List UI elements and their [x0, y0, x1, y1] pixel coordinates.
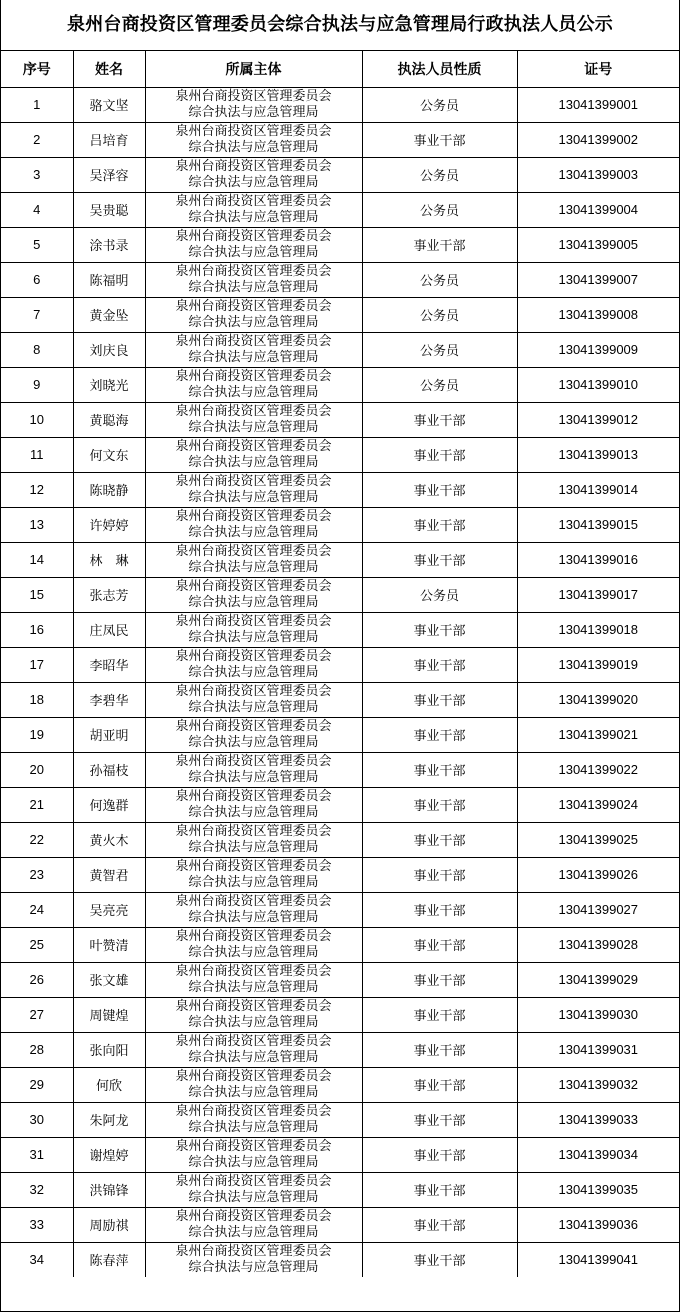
entity-line-1: 泉州台商投资区管理委员会 — [175, 788, 332, 804]
entity-line-1: 泉州台商投资区管理委员会 — [175, 403, 332, 419]
cell-name: 陈福明 — [73, 262, 145, 297]
entity-line-1: 泉州台商投资区管理委员会 — [175, 1208, 332, 1224]
table-row — [1, 962, 679, 997]
cell-seq: 9 — [1, 367, 73, 402]
cell-idno: 13041399005 — [517, 227, 679, 262]
cell-seq: 11 — [1, 437, 73, 472]
cell-entity — [145, 332, 362, 367]
entity-line-2: 综合执法与应急管理局 — [188, 524, 319, 540]
cell-seq: 15 — [1, 577, 73, 612]
cell-name: 陈春萍 — [73, 1242, 145, 1277]
cell-nature: 事业干部 — [362, 857, 517, 892]
cell-seq: 1 — [1, 87, 73, 122]
entity-line-2: 综合执法与应急管理局 — [188, 1224, 319, 1240]
table-row — [1, 787, 679, 822]
cell-entity — [145, 122, 362, 157]
cell-entity — [145, 1242, 362, 1277]
entity-line-1: 泉州台商投资区管理委员会 — [175, 123, 332, 139]
cell-nature: 事业干部 — [362, 1137, 517, 1172]
cell-name: 李昭华 — [73, 647, 145, 682]
cell-seq: 5 — [1, 227, 73, 262]
table-row — [1, 367, 679, 402]
entity-line-2: 综合执法与应急管理局 — [188, 594, 319, 610]
cell-idno: 13041399029 — [517, 962, 679, 997]
cell-idno: 13041399016 — [517, 542, 679, 577]
entity-line-2: 综合执法与应急管理局 — [188, 769, 319, 785]
entity-line-1: 泉州台商投资区管理委员会 — [175, 893, 332, 909]
cell-name: 林 琳 — [73, 542, 145, 577]
entity-line-2: 综合执法与应急管理局 — [188, 279, 319, 295]
table-row — [1, 87, 679, 122]
entity-line-2: 综合执法与应急管理局 — [188, 209, 319, 225]
cell-name: 何欣 — [73, 1067, 145, 1102]
cell-entity — [145, 472, 362, 507]
entity-line-2: 综合执法与应急管理局 — [188, 664, 319, 680]
entity-line-1: 泉州台商投资区管理委员会 — [175, 1138, 332, 1154]
entity-line-2: 综合执法与应急管理局 — [188, 979, 319, 995]
cell-nature: 事业干部 — [362, 122, 517, 157]
cell-nature: 事业干部 — [362, 1102, 517, 1137]
cell-nature: 事业干部 — [362, 472, 517, 507]
cell-entity — [145, 1067, 362, 1102]
cell-seq: 19 — [1, 717, 73, 752]
cell-nature: 事业干部 — [362, 647, 517, 682]
header-idno: 证号 — [517, 51, 679, 87]
cell-idno: 13041399033 — [517, 1102, 679, 1137]
cell-entity — [145, 1137, 362, 1172]
personnel-table — [1, 51, 679, 1277]
cell-idno: 13041399034 — [517, 1137, 679, 1172]
cell-nature: 公务员 — [362, 577, 517, 612]
entity-line-1: 泉州台商投资区管理委员会 — [175, 1173, 332, 1189]
entity-line-2: 综合执法与应急管理局 — [188, 1259, 319, 1275]
cell-idno: 13041399035 — [517, 1172, 679, 1207]
cell-seq: 28 — [1, 1032, 73, 1067]
cell-seq: 18 — [1, 682, 73, 717]
cell-name: 陈晓静 — [73, 472, 145, 507]
cell-name: 吴贵聪 — [73, 192, 145, 227]
table-row — [1, 927, 679, 962]
cell-name: 庄凤民 — [73, 612, 145, 647]
cell-seq: 27 — [1, 997, 73, 1032]
entity-line-2: 综合执法与应急管理局 — [188, 1084, 319, 1100]
cell-name: 刘晓光 — [73, 367, 145, 402]
cell-nature: 事业干部 — [362, 717, 517, 752]
cell-entity — [145, 542, 362, 577]
cell-idno: 13041399028 — [517, 927, 679, 962]
table-body — [1, 87, 679, 1277]
cell-seq: 21 — [1, 787, 73, 822]
entity-line-1: 泉州台商投资区管理委员会 — [175, 158, 332, 174]
entity-line-1: 泉州台商投资区管理委员会 — [175, 1103, 332, 1119]
entity-line-2: 综合执法与应急管理局 — [188, 1119, 319, 1135]
table-row — [1, 227, 679, 262]
cell-nature: 公务员 — [362, 297, 517, 332]
cell-idno: 13041399032 — [517, 1067, 679, 1102]
entity-line-2: 综合执法与应急管理局 — [188, 314, 319, 330]
cell-name: 叶赞清 — [73, 927, 145, 962]
cell-seq: 13 — [1, 507, 73, 542]
entity-line-1: 泉州台商投资区管理委员会 — [175, 88, 332, 104]
table-row — [1, 542, 679, 577]
table-row — [1, 122, 679, 157]
cell-name: 黄智君 — [73, 857, 145, 892]
table-row — [1, 892, 679, 927]
cell-nature: 事业干部 — [362, 1242, 517, 1277]
cell-entity — [145, 1032, 362, 1067]
cell-entity — [145, 87, 362, 122]
entity-line-1: 泉州台商投资区管理委员会 — [175, 928, 332, 944]
cell-name: 吕培育 — [73, 122, 145, 157]
cell-name: 吴泽容 — [73, 157, 145, 192]
cell-seq: 24 — [1, 892, 73, 927]
cell-idno: 13041399026 — [517, 857, 679, 892]
table-row — [1, 1067, 679, 1102]
entity-line-2: 综合执法与应急管理局 — [188, 804, 319, 820]
entity-line-2: 综合执法与应急管理局 — [188, 909, 319, 925]
table-row — [1, 1032, 679, 1067]
cell-seq: 3 — [1, 157, 73, 192]
entity-line-2: 综合执法与应急管理局 — [188, 454, 319, 470]
cell-seq: 31 — [1, 1137, 73, 1172]
table-row — [1, 262, 679, 297]
cell-seq: 33 — [1, 1207, 73, 1242]
cell-seq: 6 — [1, 262, 73, 297]
cell-entity — [145, 787, 362, 822]
table-row — [1, 577, 679, 612]
cell-nature: 事业干部 — [362, 507, 517, 542]
cell-idno: 13041399010 — [517, 367, 679, 402]
cell-entity — [145, 402, 362, 437]
cell-name: 涂书录 — [73, 227, 145, 262]
cell-name: 周键煌 — [73, 997, 145, 1032]
table-row — [1, 1102, 679, 1137]
cell-nature: 事业干部 — [362, 962, 517, 997]
cell-nature: 公务员 — [362, 192, 517, 227]
cell-idno: 13041399022 — [517, 752, 679, 787]
entity-line-2: 综合执法与应急管理局 — [188, 629, 319, 645]
table-row — [1, 752, 679, 787]
entity-line-1: 泉州台商投资区管理委员会 — [175, 543, 332, 559]
cell-entity — [145, 262, 362, 297]
table-header-row — [1, 51, 679, 87]
cell-seq: 14 — [1, 542, 73, 577]
cell-name: 何逸群 — [73, 787, 145, 822]
entity-line-2: 综合执法与应急管理局 — [188, 1049, 319, 1065]
entity-line-1: 泉州台商投资区管理委员会 — [175, 1068, 332, 1084]
cell-seq: 25 — [1, 927, 73, 962]
cell-name: 黄聪海 — [73, 402, 145, 437]
cell-idno: 13041399017 — [517, 577, 679, 612]
entity-line-2: 综合执法与应急管理局 — [188, 874, 319, 890]
cell-name: 刘庆良 — [73, 332, 145, 367]
cell-nature: 事业干部 — [362, 997, 517, 1032]
cell-seq: 30 — [1, 1102, 73, 1137]
cell-entity — [145, 962, 362, 997]
cell-idno: 13041399007 — [517, 262, 679, 297]
cell-nature: 事业干部 — [362, 787, 517, 822]
table-row — [1, 997, 679, 1032]
cell-seq: 26 — [1, 962, 73, 997]
cell-entity — [145, 1102, 362, 1137]
cell-idno: 13041399013 — [517, 437, 679, 472]
cell-entity — [145, 437, 362, 472]
cell-name: 谢煌婷 — [73, 1137, 145, 1172]
entity-line-1: 泉州台商投资区管理委员会 — [175, 578, 332, 594]
entity-line-2: 综合执法与应急管理局 — [188, 244, 319, 260]
table-row — [1, 507, 679, 542]
table-row — [1, 1242, 679, 1277]
cell-nature: 公务员 — [362, 87, 517, 122]
cell-idno: 13041399001 — [517, 87, 679, 122]
entity-line-2: 综合执法与应急管理局 — [188, 699, 319, 715]
cell-entity — [145, 157, 362, 192]
entity-line-1: 泉州台商投资区管理委员会 — [175, 1033, 332, 1049]
cell-nature: 事业干部 — [362, 1032, 517, 1067]
table-row — [1, 192, 679, 227]
cell-nature: 事业干部 — [362, 822, 517, 857]
cell-entity — [145, 682, 362, 717]
cell-name: 何文东 — [73, 437, 145, 472]
cell-seq: 4 — [1, 192, 73, 227]
cell-idno: 13041399025 — [517, 822, 679, 857]
cell-seq: 20 — [1, 752, 73, 787]
cell-name: 黄金坠 — [73, 297, 145, 332]
cell-nature: 公务员 — [362, 157, 517, 192]
entity-line-2: 综合执法与应急管理局 — [188, 1189, 319, 1205]
cell-nature: 事业干部 — [362, 402, 517, 437]
header-seq: 序号 — [1, 51, 73, 87]
cell-nature: 事业干部 — [362, 437, 517, 472]
cell-idno: 13041399002 — [517, 122, 679, 157]
cell-idno: 13041399020 — [517, 682, 679, 717]
table-row — [1, 297, 679, 332]
entity-line-2: 综合执法与应急管理局 — [188, 104, 319, 120]
cell-idno: 13041399015 — [517, 507, 679, 542]
cell-idno: 13041399031 — [517, 1032, 679, 1067]
cell-entity — [145, 1207, 362, 1242]
cell-name: 朱阿龙 — [73, 1102, 145, 1137]
entity-line-2: 综合执法与应急管理局 — [188, 559, 319, 575]
entity-line-1: 泉州台商投资区管理委员会 — [175, 1243, 332, 1259]
cell-nature: 事业干部 — [362, 752, 517, 787]
cell-nature: 事业干部 — [362, 892, 517, 927]
cell-nature: 事业干部 — [362, 542, 517, 577]
cell-seq: 22 — [1, 822, 73, 857]
cell-nature: 事业干部 — [362, 227, 517, 262]
entity-line-2: 综合执法与应急管理局 — [188, 384, 319, 400]
table-row — [1, 402, 679, 437]
cell-name: 张志芳 — [73, 577, 145, 612]
cell-entity — [145, 1172, 362, 1207]
table-row — [1, 472, 679, 507]
cell-seq: 12 — [1, 472, 73, 507]
cell-seq: 7 — [1, 297, 73, 332]
table-row — [1, 647, 679, 682]
cell-seq: 2 — [1, 122, 73, 157]
table-row — [1, 157, 679, 192]
cell-entity — [145, 227, 362, 262]
entity-line-1: 泉州台商投资区管理委员会 — [175, 963, 332, 979]
entity-line-2: 综合执法与应急管理局 — [188, 1154, 319, 1170]
cell-idno: 13041399024 — [517, 787, 679, 822]
cell-seq: 34 — [1, 1242, 73, 1277]
cell-nature: 事业干部 — [362, 612, 517, 647]
table-row — [1, 857, 679, 892]
cell-seq: 32 — [1, 1172, 73, 1207]
cell-nature: 事业干部 — [362, 1207, 517, 1242]
table-row — [1, 332, 679, 367]
cell-idno: 13041399004 — [517, 192, 679, 227]
table-row — [1, 717, 679, 752]
entity-line-1: 泉州台商投资区管理委员会 — [175, 298, 332, 314]
cell-seq: 17 — [1, 647, 73, 682]
cell-name: 周励祺 — [73, 1207, 145, 1242]
table-row — [1, 682, 679, 717]
cell-seq: 29 — [1, 1067, 73, 1102]
entity-line-2: 综合执法与应急管理局 — [188, 174, 319, 190]
cell-entity — [145, 997, 362, 1032]
header-nature: 执法人员性质 — [362, 51, 517, 87]
table-row — [1, 437, 679, 472]
entity-line-1: 泉州台商投资区管理委员会 — [175, 753, 332, 769]
entity-line-1: 泉州台商投资区管理委员会 — [175, 193, 332, 209]
entity-line-1: 泉州台商投资区管理委员会 — [175, 718, 332, 734]
cell-entity — [145, 822, 362, 857]
cell-idno: 13041399009 — [517, 332, 679, 367]
cell-entity — [145, 717, 362, 752]
cell-nature: 事业干部 — [362, 1172, 517, 1207]
entity-line-2: 综合执法与应急管理局 — [188, 489, 319, 505]
entity-line-1: 泉州台商投资区管理委员会 — [175, 823, 332, 839]
cell-name: 黄火木 — [73, 822, 145, 857]
cell-name: 张向阳 — [73, 1032, 145, 1067]
cell-nature: 公务员 — [362, 262, 517, 297]
entity-line-1: 泉州台商投资区管理委员会 — [175, 263, 332, 279]
cell-idno: 13041399019 — [517, 647, 679, 682]
cell-seq: 8 — [1, 332, 73, 367]
cell-entity — [145, 892, 362, 927]
cell-idno: 13041399030 — [517, 997, 679, 1032]
entity-line-1: 泉州台商投资区管理委员会 — [175, 368, 332, 384]
cell-entity — [145, 857, 362, 892]
cell-entity — [145, 297, 362, 332]
entity-line-2: 综合执法与应急管理局 — [188, 419, 319, 435]
cell-nature: 事业干部 — [362, 1067, 517, 1102]
entity-line-1: 泉州台商投资区管理委员会 — [175, 228, 332, 244]
cell-idno: 13041399003 — [517, 157, 679, 192]
entity-line-1: 泉州台商投资区管理委员会 — [175, 473, 332, 489]
cell-name: 孙福枝 — [73, 752, 145, 787]
table-row — [1, 612, 679, 647]
cell-name: 李碧华 — [73, 682, 145, 717]
cell-name: 许婷婷 — [73, 507, 145, 542]
cell-name: 张文雄 — [73, 962, 145, 997]
entity-line-2: 综合执法与应急管理局 — [188, 734, 319, 750]
document-title: 泉州台商投资区管理委员会综合执法与应急管理局行政执法人员公示 — [1, 0, 679, 51]
header-name: 姓名 — [73, 51, 145, 87]
entity-line-2: 综合执法与应急管理局 — [188, 139, 319, 155]
table-row — [1, 1137, 679, 1172]
entity-line-1: 泉州台商投资区管理委员会 — [175, 998, 332, 1014]
cell-entity — [145, 192, 362, 227]
entity-line-1: 泉州台商投资区管理委员会 — [175, 683, 332, 699]
cell-name: 骆文坚 — [73, 87, 145, 122]
entity-line-1: 泉州台商投资区管理委员会 — [175, 613, 332, 629]
cell-nature: 事业干部 — [362, 927, 517, 962]
cell-idno: 13041399027 — [517, 892, 679, 927]
entity-line-2: 综合执法与应急管理局 — [188, 944, 319, 960]
cell-entity — [145, 367, 362, 402]
cell-nature: 公务员 — [362, 367, 517, 402]
cell-entity — [145, 927, 362, 962]
entity-line-2: 综合执法与应急管理局 — [188, 839, 319, 855]
entity-line-1: 泉州台商投资区管理委员会 — [175, 858, 332, 874]
cell-seq: 10 — [1, 402, 73, 437]
cell-idno: 13041399041 — [558, 1252, 639, 1268]
cell-idno: 13041399018 — [517, 612, 679, 647]
entity-line-1: 泉州台商投资区管理委员会 — [175, 333, 332, 349]
cell-nature: 事业干部 — [362, 682, 517, 717]
table-row — [1, 1172, 679, 1207]
cell-idno: 13041399012 — [517, 402, 679, 437]
cell-entity — [145, 612, 362, 647]
entity-line-1: 泉州台商投资区管理委员会 — [175, 508, 332, 524]
entity-line-2: 综合执法与应急管理局 — [188, 349, 319, 365]
cell-entity — [145, 577, 362, 612]
header-entity: 所属主体 — [145, 51, 362, 87]
cell-name: 洪锦锋 — [73, 1172, 145, 1207]
table-row — [1, 1207, 679, 1242]
cell-nature: 公务员 — [362, 332, 517, 367]
cell-idno: 13041399014 — [517, 472, 679, 507]
cell-seq: 16 — [1, 612, 73, 647]
entity-line-2: 综合执法与应急管理局 — [188, 1014, 319, 1030]
entity-line-1: 泉州台商投资区管理委员会 — [175, 438, 332, 454]
cell-idno: 13041399008 — [517, 297, 679, 332]
cell-name: 胡亚明 — [73, 717, 145, 752]
cell-idno: 13041399021 — [517, 717, 679, 752]
entity-line-1: 泉州台商投资区管理委员会 — [175, 648, 332, 664]
table-row — [1, 822, 679, 857]
cell-entity — [145, 647, 362, 682]
cell-entity — [145, 752, 362, 787]
cell-seq: 23 — [1, 857, 73, 892]
cell-idno: 13041399036 — [517, 1207, 679, 1242]
cell-name: 吴亮亮 — [73, 892, 145, 927]
cell-entity — [145, 507, 362, 542]
